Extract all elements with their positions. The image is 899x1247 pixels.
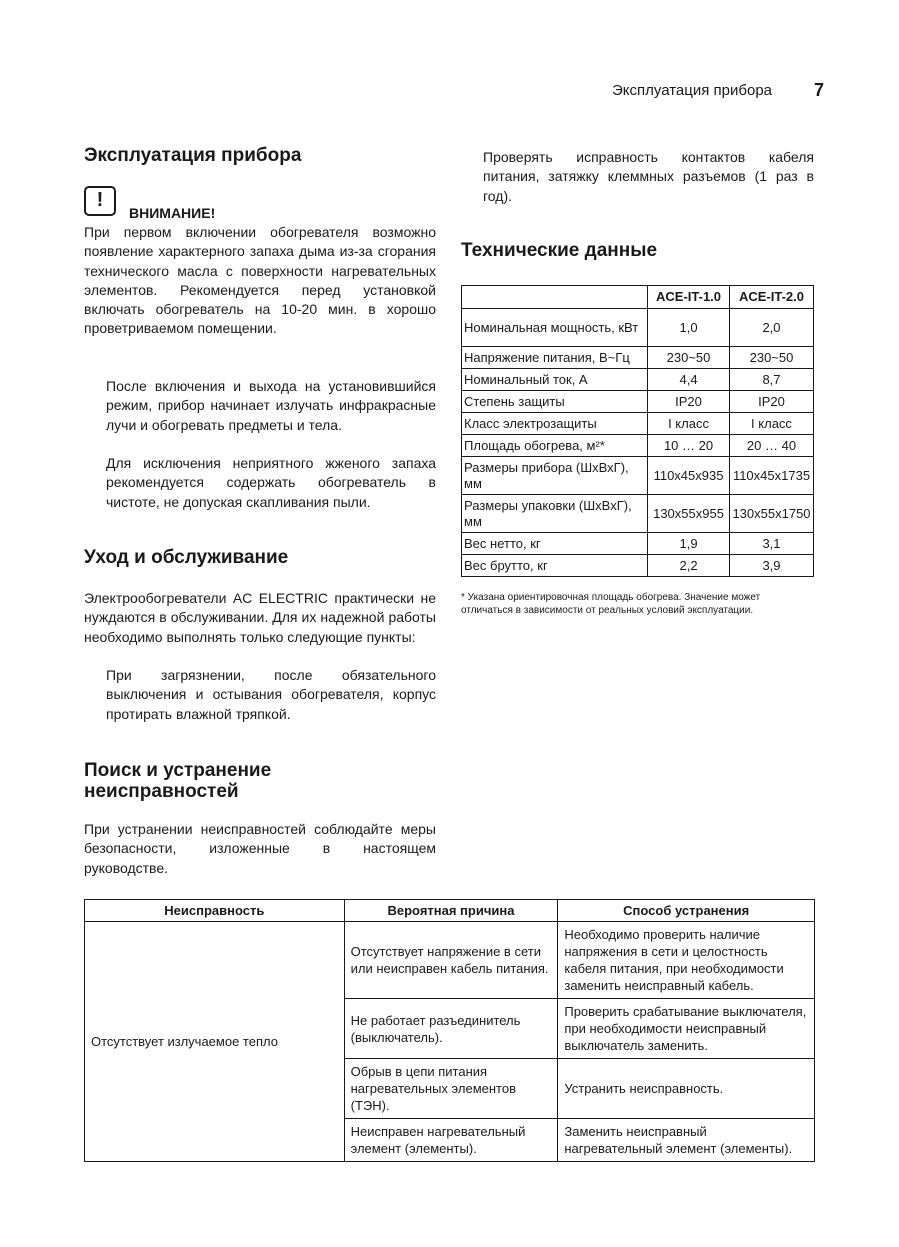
specs-row-value-2: 8,7	[729, 369, 813, 391]
specs-footnote: * Указана ориентировочная площадь обогрева. Значение может отличаться в зависимости от реальных условий эксплуатации.	[461, 592, 761, 616]
specs-row-value-1: 10 … 20	[648, 435, 730, 457]
specs-row-label: Номинальный ток, А	[462, 369, 648, 391]
specs-table	[461, 285, 814, 577]
troubleshooting-heading-line-1: Поиск и устранение	[84, 760, 272, 781]
troubleshooting-intro: При устранении неисправностей соблюдайте меры безопасности, изложенные в настоящем руководстве.	[84, 821, 436, 876]
running-header-title: Эксплуатация прибора	[612, 82, 772, 99]
specs-row-label: Площадь обогрева, м²*	[462, 435, 648, 457]
specs-row-value-1: 110x45x935	[648, 457, 730, 495]
troubleshooting-header-row	[85, 900, 815, 922]
specs-row	[462, 495, 814, 533]
specs-row-value-2: I класс	[729, 413, 813, 435]
specs-row-value-1: IP20	[648, 391, 730, 413]
specs-row	[462, 369, 814, 391]
fault-cell: Отсутствует излучаемое тепло	[85, 922, 345, 1162]
specs-row-value-2: 230~50	[729, 347, 813, 369]
specs-row-value-1: I класс	[648, 413, 730, 435]
section-heading-specs: Технические данные	[461, 240, 658, 261]
specs-row	[462, 413, 814, 435]
specs-row-value-2: 3,1	[729, 533, 813, 555]
specs-row	[462, 533, 814, 555]
specs-row	[462, 391, 814, 413]
specs-row-label: Вес брутто, кг	[462, 555, 648, 577]
remedy-cell: Проверить срабатывание выключателя, при необходимости неисправный выключатель заменить.	[558, 999, 815, 1059]
section-heading-troubleshooting	[84, 760, 271, 802]
section-heading-operation: Эксплуатация прибора	[84, 145, 302, 166]
specs-row	[462, 347, 814, 369]
specs-row-value-2: 20 … 40	[729, 435, 813, 457]
remedy-cell: Устранить неисправность.	[558, 1059, 815, 1119]
table-row	[85, 922, 815, 999]
column-header-cause: Вероятная причина	[344, 900, 558, 922]
specs-row-label: Размеры прибора (ШхВхГ), мм	[462, 457, 648, 495]
specs-row-label: Номинальная мощность, кВт	[462, 309, 648, 347]
specs-row-value-1: 1,9	[648, 533, 730, 555]
specs-model-2: ACE-IT-2.0	[729, 286, 813, 309]
specs-row-value-1: 230~50	[648, 347, 730, 369]
specs-row-value-2: 2,0	[729, 309, 813, 347]
specs-row-label: Напряжение питания, В~Гц	[462, 347, 648, 369]
care-paragraph-2: При загрязнении, после обязательного выключения и остывания обогревателя, корпус протирать влажной тряпкой.	[106, 667, 436, 722]
troubleshooting-table	[84, 899, 815, 1162]
cause-cell: Не работает разъединитель (выключатель).	[344, 999, 558, 1059]
specs-row-value-1: 4,4	[648, 369, 730, 391]
specs-header-blank	[462, 286, 648, 309]
column-header-remedy: Способ устранения	[558, 900, 815, 922]
specs-row	[462, 435, 814, 457]
specs-row-value-2: 130x55x1750	[729, 495, 813, 533]
cause-cell: Отсутствует напряжение в сети или неисправен кабель питания.	[344, 922, 558, 999]
specs-row-value-1: 2,2	[648, 555, 730, 577]
specs-row-value-2: IP20	[729, 391, 813, 413]
specs-header-row	[462, 286, 814, 309]
cause-cell: Обрыв в цепи питания нагревательных элементов (ТЭН).	[344, 1059, 558, 1119]
specs-row-label: Класс электрозащиты	[462, 413, 648, 435]
specs-row-label: Размеры упаковки (ШхВхГ), мм	[462, 495, 648, 533]
warning-icon: !	[84, 186, 116, 216]
troubleshooting-heading-line-2: неисправностей	[84, 781, 239, 802]
specs-row-label: Вес нетто, кг	[462, 533, 648, 555]
warning-text: При первом включении обогревателя возможно появление характерного запаха дыма из-за сгорания технического масла с поверхности нагревательных элементов. Рекомендуется перед установкой включать обогреватель на 10-20 мин. в хорошо проветриваемом помещении.	[84, 224, 436, 337]
specs-row	[462, 555, 814, 577]
operation-paragraph-2: Для исключения неприятного жженого запаха рекомендуется содержать обогреватель в чистоте, не допуская скапливания пыли.	[106, 455, 436, 510]
column-header-fault: Неисправность	[85, 900, 345, 922]
specs-row-value-1: 130x55x955	[648, 495, 730, 533]
remedy-cell: Необходимо проверить наличие напряжения в сети и целостность кабеля питания, при необходимости заменить неисправный кабель.	[558, 922, 815, 999]
care-paragraph-3: Проверять исправность контактов кабеля питания, затяжку клеммных разъемов (1 раз в год).	[483, 149, 814, 204]
specs-row	[462, 309, 814, 347]
specs-row-value-2: 3,9	[729, 555, 813, 577]
specs-row-value-1: 1,0	[648, 309, 730, 347]
page-number: 7	[814, 80, 825, 100]
specs-row-value-2: 110x45x1735	[729, 457, 813, 495]
operation-paragraph-1: После включения и выхода на установившийся режим, прибор начинает излучать инфракрасные лучи и обогревать предметы и тела.	[106, 378, 436, 433]
section-heading-care: Уход и обслуживание	[84, 547, 289, 568]
specs-row-label: Степень защиты	[462, 391, 648, 413]
remedy-cell: Заменить неисправный нагревательный элемент (элементы).	[558, 1119, 815, 1162]
cause-cell: Неисправен нагревательный элемент (элементы).	[344, 1119, 558, 1162]
specs-model-1: ACE-IT-1.0	[648, 286, 730, 309]
specs-row	[462, 457, 814, 495]
warning-label: ВНИМАНИЕ!	[129, 205, 216, 221]
care-paragraph-1: Электрообогреватели AC ELECTRIC практически не нуждаются в обслуживании. Для их надежной работы необходимо выполнять только следующие пункты:	[84, 590, 436, 645]
